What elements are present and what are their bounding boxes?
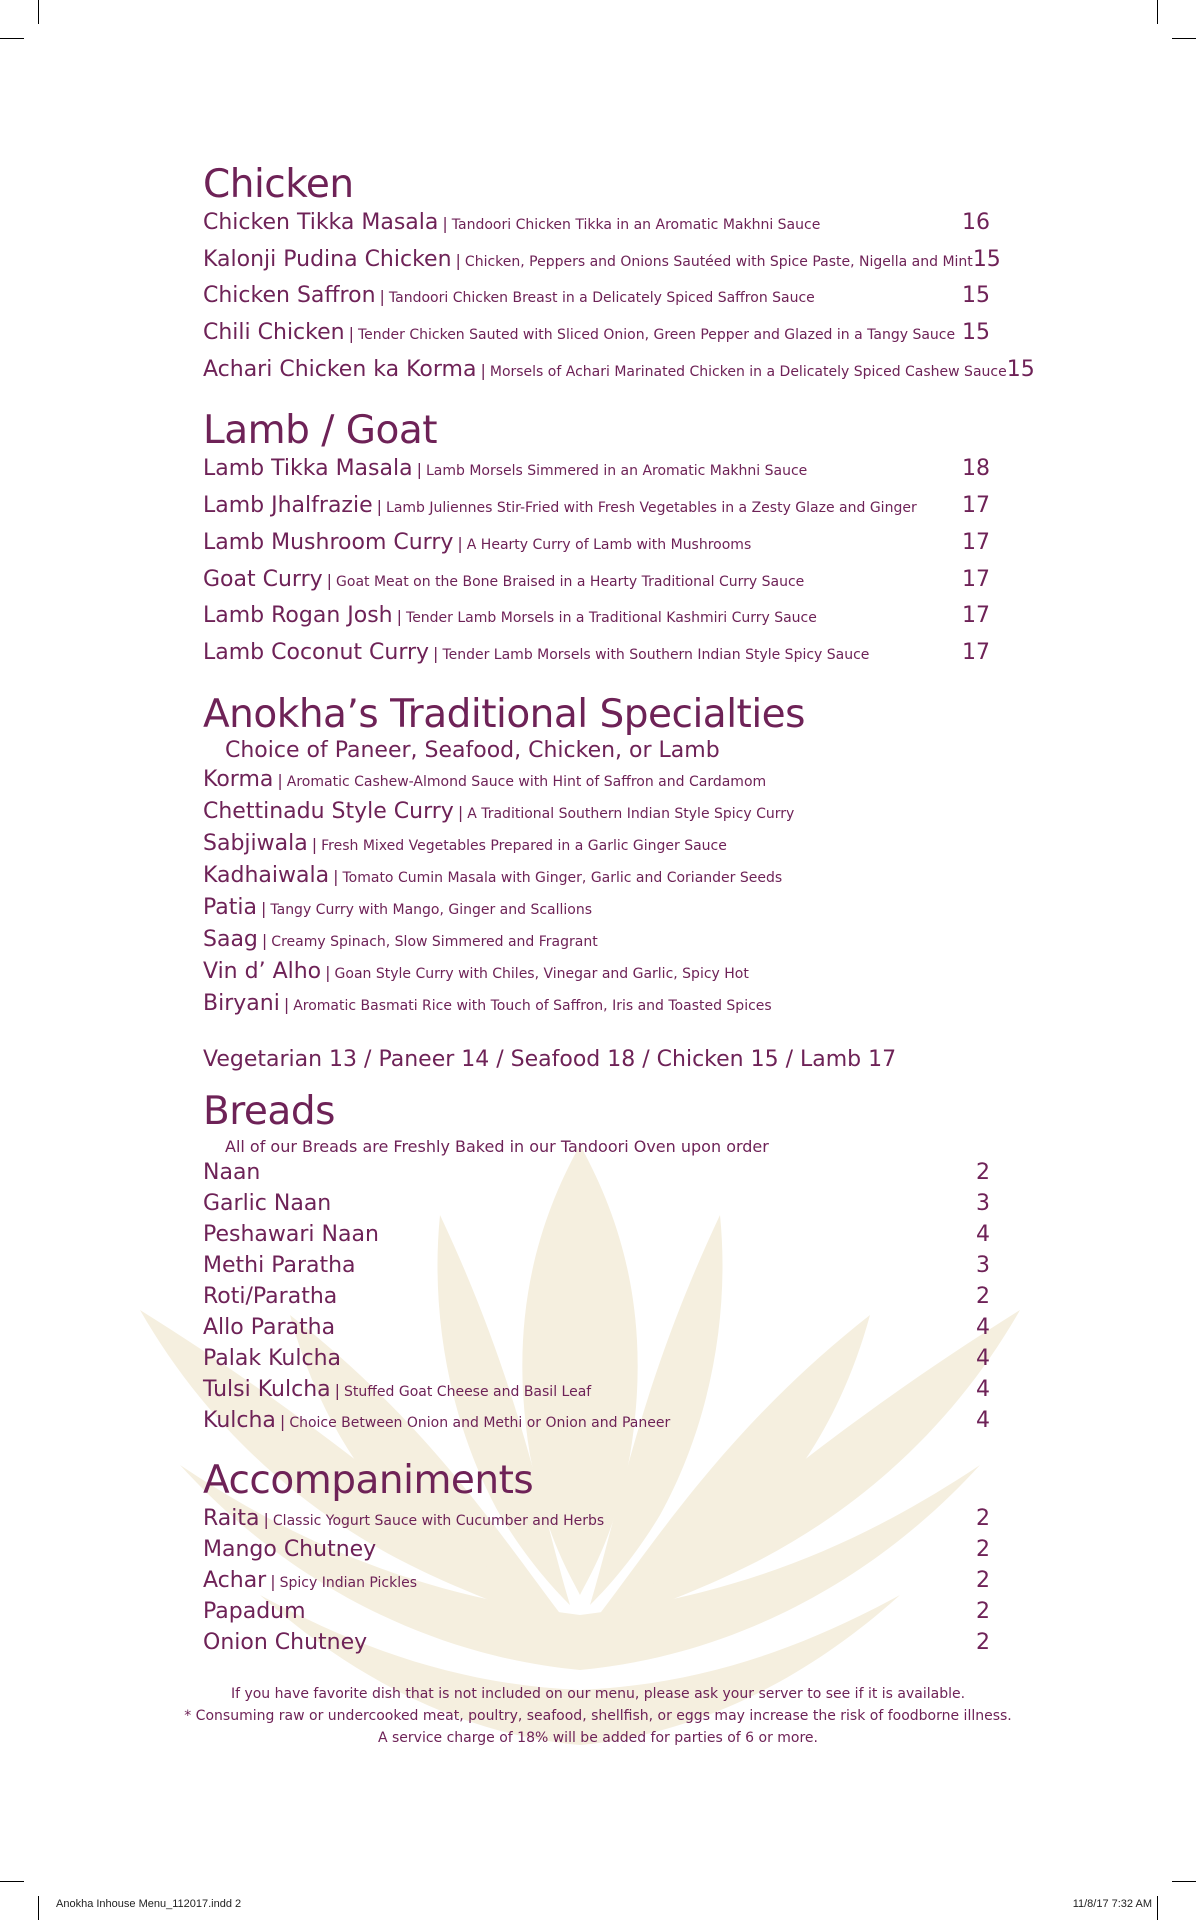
menu-item: [203, 356, 1035, 394]
menu-item: [203, 603, 990, 640]
separator: |: [376, 497, 383, 517]
item-price: 2: [976, 1159, 990, 1185]
item-name: Allo Paratha: [203, 1314, 336, 1340]
item-name: Chicken Saffron: [203, 283, 376, 309]
menu-item: [203, 1284, 990, 1315]
separator: |: [457, 802, 464, 822]
item-price: 15: [972, 246, 1001, 272]
separator: |: [333, 866, 339, 886]
item-desc: Lamb Juliennes Stir-Fried with Fresh Vegetables in a Zesty Glaze and Ginger: [386, 500, 917, 517]
menu-item: [203, 1568, 990, 1599]
item-name: Tulsi Kulcha: [203, 1376, 331, 1402]
item-desc: Goan Style Curry with Chiles, Vinegar and Garlic, Spicy Hot: [334, 965, 749, 982]
separator: |: [442, 214, 448, 233]
item-price: 4: [976, 1376, 990, 1402]
item-name: Korma: [203, 766, 274, 792]
separator: |: [433, 643, 439, 663]
section-title: Anokha’s Traditional Specialties: [203, 691, 805, 737]
item-desc: Aromatic Basmati Rice with Touch of Saffron, Iris and Toasted Spices: [293, 997, 772, 1014]
section-lamb-goat: [203, 408, 990, 676]
separator: |: [455, 250, 461, 270]
separator: |: [277, 770, 283, 790]
separator: |: [480, 360, 486, 380]
separator: |: [260, 898, 267, 918]
section-subtitle: All of our Breads are Freshly Baked in our Tandoori Oven upon order: [225, 1136, 769, 1156]
menu-item: [203, 1630, 990, 1661]
item-name: Vin d’ Alho: [203, 958, 322, 984]
item-name: Achari Chicken ka Korma: [203, 356, 477, 382]
item-name: Raita: [203, 1505, 260, 1531]
item-name: Goat Curry: [203, 566, 323, 592]
item-price: 17: [962, 493, 990, 519]
separator: |: [326, 570, 333, 590]
item-desc: Chicken, Peppers and Onions Sautéed with Spice Paste, Nigella and Mint: [464, 253, 973, 270]
item-desc: Lamb Morsels Simmered in an Aromatic Makhni Sauce: [425, 463, 808, 480]
menu-item: [203, 320, 990, 357]
item-name: Onion Chutney: [203, 1629, 368, 1655]
item-name: Biryani: [203, 990, 280, 1016]
item-desc: Tender Lamb Morsels in a Traditional Kashmiri Curry Sauce: [406, 610, 817, 627]
menu-item: [203, 1315, 990, 1346]
separator: |: [325, 962, 331, 982]
menu-item: [203, 1599, 990, 1630]
item-name: Kalonji Pudina Chicken: [203, 246, 452, 272]
crop-mark-top-right-h: [1172, 38, 1196, 39]
item-desc: Goat Meat on the Bone Braised in a Hearty Traditional Curry Sauce: [336, 573, 805, 590]
menu-item: [203, 530, 990, 567]
menu-item: [203, 863, 990, 895]
separator: |: [283, 994, 290, 1014]
item-name: Mango Chutney: [203, 1536, 377, 1562]
item-price: 4: [976, 1314, 990, 1340]
section-title: Chicken: [203, 162, 354, 207]
separator: |: [396, 607, 403, 627]
item-desc: Tomato Cumin Masala with Ginger, Garlic and Coriander Seeds: [342, 869, 783, 886]
crop-mark-bottom-right-v: [1157, 1896, 1158, 1920]
item-desc: Spicy Indian Pickles: [279, 1574, 418, 1591]
item-desc: Creamy Spinach, Slow Simmered and Fragrant: [271, 933, 598, 950]
item-name: Patia: [203, 894, 257, 920]
item-name: Roti/Paratha: [203, 1283, 338, 1309]
item-name: Chicken Tikka Masala: [203, 210, 439, 235]
menu-item: [203, 493, 990, 530]
item-desc: Tender Chicken Sauted with Sliced Onion, Green Pepper and Glazed in a Tangy Sauce: [357, 327, 956, 344]
item-price: 4: [976, 1345, 990, 1371]
item-name: Palak Kulcha: [203, 1345, 341, 1371]
item-price: 4: [976, 1407, 990, 1433]
item-name: Lamb Coconut Curry: [203, 639, 430, 665]
item-desc: Tangy Curry with Mango, Ginger and Scallions: [270, 901, 593, 918]
separator: |: [261, 930, 268, 950]
item-price: 15: [962, 320, 990, 346]
separator: |: [416, 460, 422, 480]
item-name: Peshawari Naan: [203, 1221, 379, 1247]
item-name: Kadhaiwala: [203, 862, 330, 888]
item-price: 17: [962, 603, 990, 629]
item-desc: Tandoori Chicken Tikka in an Aromatic Makhni Sauce: [451, 217, 821, 233]
item-desc: A Traditional Southern Indian Style Spicy Curry: [467, 805, 795, 822]
footer-line: A service charge of 18% will be added for parties of 6 or more.: [377, 1730, 818, 1746]
item-desc: Aromatic Cashew-Almond Sauce with Hint of Saffron and Cardamom: [286, 773, 767, 790]
separator: |: [279, 1411, 286, 1431]
item-desc: Stuffed Goat Cheese and Basil Leaf: [344, 1383, 592, 1400]
footer-notes: [140, 1683, 1056, 1749]
item-name: Saag: [203, 926, 258, 952]
menu-item: [203, 640, 990, 677]
section-chicken: [203, 162, 1035, 393]
item-price: 2: [976, 1536, 990, 1562]
crop-mark-top-left-v: [38, 0, 39, 24]
item-price: 15: [962, 283, 990, 309]
item-price: 2: [976, 1283, 990, 1309]
section-title: Lamb / Goat: [203, 408, 438, 454]
item-price: 2: [976, 1567, 990, 1593]
menu-item: [203, 1346, 990, 1377]
separator: |: [457, 533, 463, 553]
menu-item: [203, 1377, 990, 1408]
section-traditional-specialties: [203, 691, 990, 1072]
menu-item: [203, 246, 1001, 284]
menu-item: [203, 1537, 990, 1568]
section-breads: [203, 1088, 990, 1439]
item-price: 3: [976, 1190, 990, 1216]
separator: |: [379, 287, 385, 307]
footer-line: If you have favorite dish that is not included on our menu, please ask your server to see if it is available.: [230, 1686, 966, 1702]
crop-mark-top-right-v: [1157, 0, 1158, 24]
item-name: Sabjiwala: [203, 830, 308, 856]
menu-item: [203, 210, 990, 247]
section-accompaniments: [203, 1457, 990, 1661]
section-title: Breads: [203, 1088, 335, 1134]
menu-item: [203, 959, 990, 991]
item-name: Lamb Mushroom Curry: [203, 529, 454, 555]
print-slug-timestamp: 11/8/17 7:32 AM: [1072, 1898, 1152, 1910]
separator: |: [348, 324, 354, 344]
section-title: Accompaniments: [203, 1457, 534, 1503]
footer-line: * Consuming raw or undercooked meat, poultry, seafood, shellfish, or eggs may increase the risk of foodborne illness.: [184, 1708, 1012, 1724]
item-desc: Choice Between Onion and Methi or Onion and Paneer: [289, 1414, 671, 1431]
item-name: Lamb Tikka Masala: [203, 456, 413, 482]
crop-mark-bottom-right-h: [1172, 1881, 1196, 1882]
item-price: 15: [1006, 356, 1035, 382]
menu-item: [203, 767, 990, 799]
print-slug-filename: Anokha Inhouse Menu_112017.indd 2: [56, 1898, 242, 1910]
item-price: 17: [962, 566, 990, 592]
crop-mark-top-left-h: [0, 38, 24, 39]
crop-mark-bottom-left-v: [38, 1896, 39, 1920]
menu-item: [203, 1408, 990, 1439]
section-subtitle: Choice of Paneer, Seafood, Chicken, or Lamb: [225, 737, 720, 763]
specialties-pricing: Vegetarian 13 / Paneer 14 / Seafood 18 / Chicken 15 / Lamb 17: [203, 1046, 897, 1072]
menu-item: [203, 1506, 990, 1537]
item-name: Kulcha: [203, 1407, 276, 1433]
item-name: Lamb Jhalfrazie: [203, 493, 373, 519]
item-desc: Morsels of Achari Marinated Chicken in a Delicately Spiced Cashew Sauce: [489, 363, 1007, 380]
item-name: Methi Paratha: [203, 1252, 356, 1278]
menu-item: [203, 991, 990, 1023]
item-desc: Tender Lamb Morsels with Southern Indian Style Spicy Sauce: [442, 646, 870, 663]
item-price: 17: [962, 639, 990, 665]
item-name: Achar: [203, 1567, 267, 1593]
menu-item: [203, 1191, 990, 1222]
item-price: 2: [976, 1598, 990, 1624]
menu-item: [203, 456, 990, 493]
menu-page: [203, 162, 1035, 1661]
item-price: 18: [962, 456, 990, 482]
menu-item: [203, 895, 990, 927]
item-price: 16: [962, 210, 990, 235]
item-name: Chettinadu Style Curry: [203, 798, 454, 824]
menu-item: [203, 1222, 990, 1253]
item-desc: A Hearty Curry of Lamb with Mushrooms: [466, 536, 752, 553]
separator: |: [263, 1509, 269, 1529]
menu-item: [203, 831, 990, 863]
crop-mark-bottom-left-h: [0, 1881, 24, 1882]
item-price: 2: [976, 1629, 990, 1655]
item-name: Naan: [203, 1159, 261, 1185]
menu-item: [203, 567, 990, 604]
item-name: Papadum: [203, 1598, 306, 1624]
item-name: Lamb Rogan Josh: [203, 603, 393, 629]
item-price: 4: [976, 1221, 990, 1247]
item-price: 2: [976, 1505, 990, 1531]
item-name: Garlic Naan: [203, 1190, 332, 1216]
item-price: 3: [976, 1252, 990, 1278]
menu-item: [203, 927, 990, 959]
menu-item: [203, 799, 990, 831]
separator: |: [270, 1571, 276, 1591]
item-price: 17: [962, 529, 990, 555]
item-desc: Classic Yogurt Sauce with Cucumber and Herbs: [272, 1512, 605, 1529]
item-name: Chili Chicken: [203, 320, 345, 346]
menu-item: [203, 1160, 990, 1191]
item-desc: Tandoori Chicken Breast in a Delicately Spiced Saffron Sauce: [388, 290, 815, 307]
separator: |: [334, 1380, 341, 1400]
menu-item: [203, 1253, 990, 1284]
separator: |: [311, 834, 318, 854]
item-desc: Fresh Mixed Vegetables Prepared in a Garlic Ginger Sauce: [321, 837, 727, 854]
menu-item: [203, 283, 990, 320]
